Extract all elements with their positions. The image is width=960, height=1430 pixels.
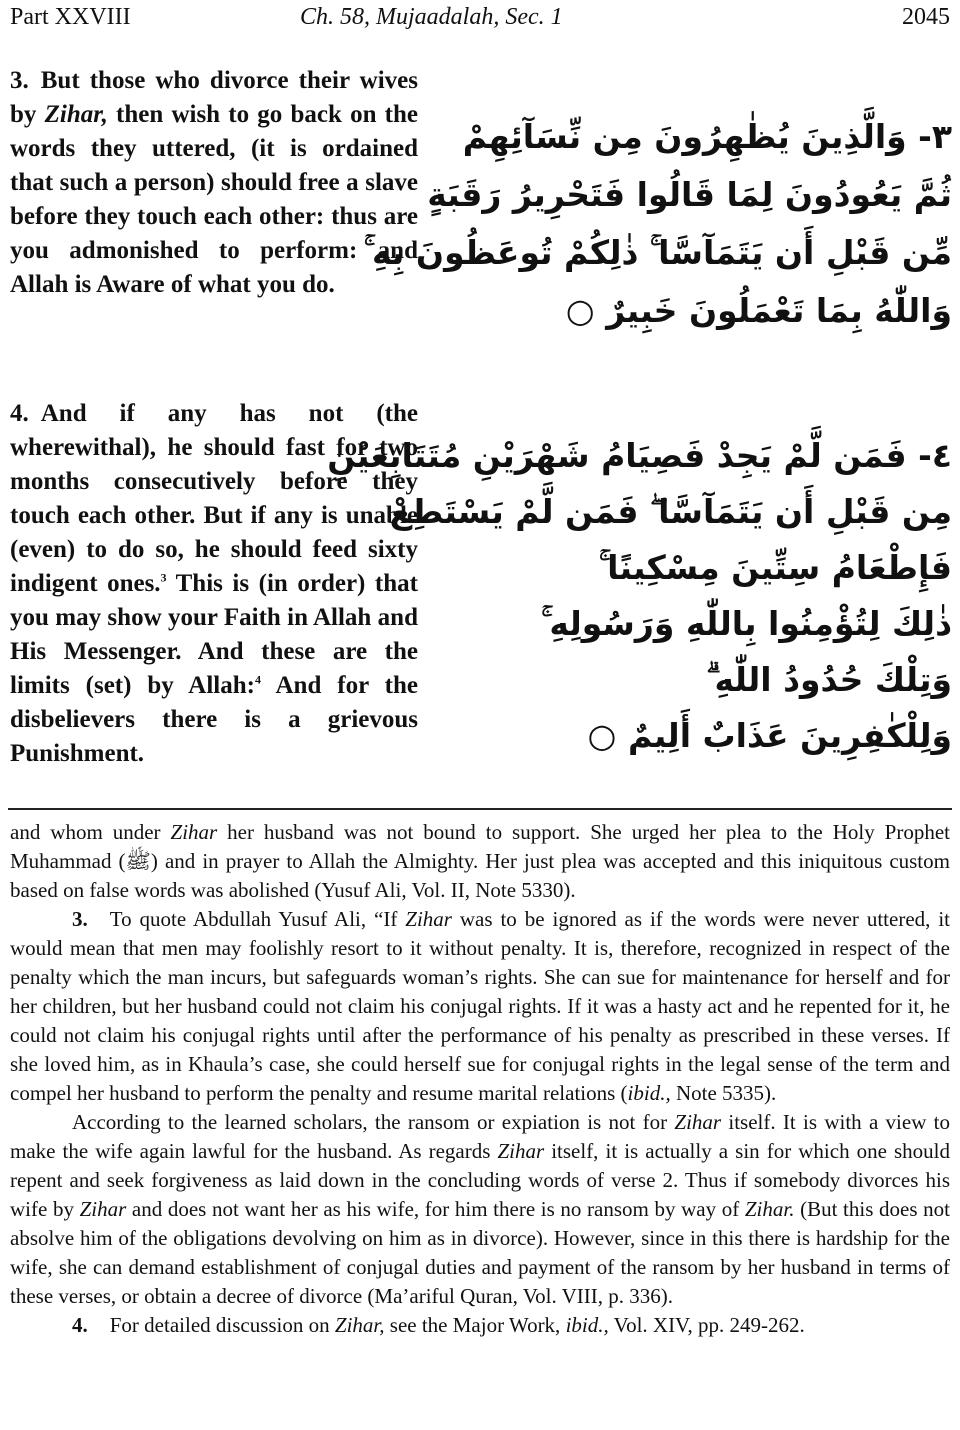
page-header <box>0 0 960 40</box>
arabic-line: وَاللّٰهُ بِمَا تَعْمَلُونَ خَبِيرٌ ○ <box>565 291 952 330</box>
note-text: For detailed discussion on <box>109 1313 335 1337</box>
note-text: itself, it is actually a sin for which one should repent and seek forgiveness as laid down in the concluding words of verse 2. Thus if somebody divorces his wife by <box>10 1139 951 1221</box>
arabic-line: ذٰلِكَ لِتُؤْمِنُوا بِاللّٰهِ وَرَسُولِهِ ۚ <box>541 604 952 643</box>
arabic-line: مِن قَبْلِ أَن يَتَمَآسَّا ۖ فَمَن لَّمْ يَسْتَطِعْ <box>389 492 952 531</box>
arabic-line: ٤- فَمَن لَّمْ يَجِدْ فَصِيَامُ شَهْرَيْنِ مُتَتَابِعَيْنِ <box>327 436 952 475</box>
footnotes <box>10 818 950 1340</box>
note-text: was to be ignored as if the words were never uttered, it would mean that men may foolishly resort to it without penalty. It is, therefore, recognized in respect of the penalty which the man incurs, but safeguards woman’s rights. She can sue for maintenance for herself and for her children, but her husband could not claim his conjugal rights. If it was a hasty act and he repented for it, he could not claim his conjugal rights until after the performance of his penalty as prescribed in these verses. If she loved him, as in Khaula’s case, she could herself sue for conjugal rights in the legal sense of the term and compel her husband to perform the penalty and resume marital relations ( <box>10 907 950 1105</box>
note-text: To quote Abdullah Yusuf Ali, “If <box>109 907 406 931</box>
citation-ibid: ibid., <box>565 1313 609 1337</box>
note-text: and whom under <box>10 820 171 844</box>
verse-3-arabic <box>363 108 952 340</box>
term-zihar: Zihar <box>405 907 452 931</box>
verse-text: And if any has not (the wherewithal), he should fast for two months consecutively before they touch each other. But if any is unable (even) to do so, he should feed sixty indigent ones. <box>10 400 418 597</box>
arabic-line: مِّن قَبْلِ أَن يَتَمَآسَّا ۚ ذٰلِكُمْ تُوعَظُونَ بِهِ ۚ <box>363 233 952 272</box>
verse-text: But those who divorce their wives by <box>10 67 418 128</box>
arabic-line: ٣- وَالَّذِينَ يُظٰهِرُونَ مِن نِّسَآئِهِمْ <box>462 117 952 156</box>
footnote-3 <box>10 905 950 1108</box>
footnote-number: 4. <box>72 1313 88 1337</box>
footnote-ref-4[interactable]: 4 <box>254 672 261 687</box>
verse-text: This is (in order) that you may show your Faith in Allah and His Messenger. And these are the limits (set) by Allah: <box>10 570 418 699</box>
note-text: and does not want her as his wife, for him there is no ransom by way of <box>126 1197 745 1221</box>
arabic-line: وَلِلْكٰفِرِينَ عَذَابٌ أَلِيمٌ ○ <box>587 716 952 755</box>
arabic-line: فَإِطْعَامُ سِتِّينَ مِسْكِينًا ۚ <box>598 548 952 587</box>
verse-text: And for the disbelievers there is a grievous Punishment. <box>10 672 418 767</box>
footnote-3-paragraph-2 <box>10 1108 950 1311</box>
footnote-number: 3. <box>72 907 88 931</box>
arabic-line: وَتِلْكَ حُدُودُ اللّٰهِ ۗ <box>706 660 952 699</box>
verse-text: then wish to go back on the words they uttered, (it is ordained that such a person) should free a slave before they touch each other: thus are you admonished to perform: and Allah is Aware of what you do. <box>10 101 419 298</box>
term-zihar: Zihar, <box>334 1313 385 1337</box>
verse-number: 3. <box>10 67 29 94</box>
footnote-4 <box>10 1311 950 1340</box>
footnote-divider <box>8 808 952 810</box>
note-text: see the Major Work, <box>384 1313 566 1337</box>
term-zihar: Zihar <box>79 1197 127 1221</box>
term-zihar: Zihar <box>674 1110 722 1134</box>
note-text: According to the learned scholars, the ransom or expiation is not for <box>72 1110 675 1134</box>
note-text: ) and in prayer to Allah the Almighty. Her just plea was accepted and this iniquitous custom based on false words was abolished (Yusuf Ali, Vol. II, Note 5330). <box>10 849 950 902</box>
verse-4-arabic <box>327 428 952 764</box>
note-text: Note 5335). <box>670 1081 777 1105</box>
footnote-continuation <box>10 818 950 905</box>
term-zihar: Zihar. <box>744 1197 795 1221</box>
verse-number: 4. <box>10 400 29 427</box>
honorific-glyph: ﷺ <box>125 849 151 873</box>
note-text: Vol. XIV, pp. 249-262. <box>608 1313 805 1337</box>
term-zihar: Zihar <box>497 1139 545 1163</box>
footnote-ref-3[interactable]: 3 <box>160 570 167 585</box>
note-text: her husband was not bound to support. She urged her plea to the Holy Prophet Muhammad ( <box>10 820 950 873</box>
verse-3-translation <box>10 64 418 302</box>
arabic-line: ثُمَّ يَعُودُونَ لِمَا قَالُوا فَتَحْرِيرُ رَقَبَةٍ <box>427 175 952 214</box>
term-zihar: Zihar, <box>44 101 108 128</box>
page-number: 2045 <box>902 4 950 30</box>
note-text: (But this does not absolve him of the obligations devolving on him as in divorce). However, since in this there is hardship for the wife, she can demand establishment of conjugal duties and payment of the ransom by her husband in terms of these verses, or obtain a decree of divorce (Ma’ariful Quran, Vol. VIII, p. 336). <box>10 1197 950 1308</box>
citation-ibid: ibid., <box>627 1081 671 1105</box>
chapter-title: Ch. 58, Mujaadalah, Sec. 1 <box>300 4 563 30</box>
term-zihar: Zihar <box>170 820 218 844</box>
note-text: itself. It is with a view to make the wife again lawful for the husband. As regards <box>10 1110 951 1163</box>
part-label: Part XXVIII <box>10 4 131 30</box>
